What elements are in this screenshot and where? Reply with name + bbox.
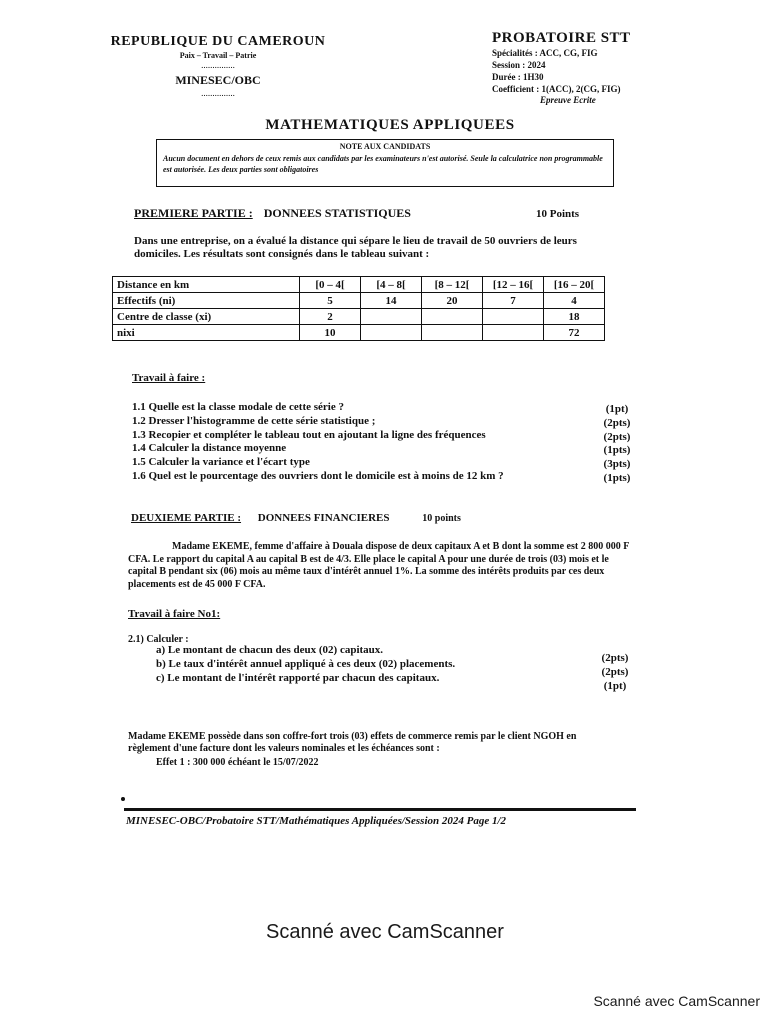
part2-heading — [131, 512, 461, 524]
country-name: REPUBLIQUE DU CAMEROUN — [110, 34, 326, 49]
header-right — [492, 30, 692, 105]
part2-calc-label: 2.1) Calculer : — [128, 634, 189, 645]
task-item: c) Le montant de l'intérêt rapporté par chacun des capitaux. — [156, 671, 440, 684]
part2-label: DEUXIEME PARTIE : — [131, 512, 242, 524]
session: Session : 2024 — [492, 60, 546, 70]
separator-dots: ............... — [201, 88, 235, 98]
page-footer: MINESEC-OBC/Probatoire STT/Mathématiques Appliquées/Session 2024 Page 1/2 — [126, 815, 507, 827]
notice-body: Aucun document en dehors de ceux remis aux candidats par les examinateurs n'est autorisé. Seule la calculatrice non programmable est autorisée. Les deux parties sont obligatoires — [163, 154, 603, 174]
task-points: (1pt) — [603, 679, 627, 692]
table-row-label: nixi — [113, 325, 300, 341]
statistics-table — [112, 276, 605, 341]
header-left — [100, 34, 336, 98]
task-item: 1.1 Quelle est la classe modale de cette série ? — [132, 401, 344, 413]
table-cell: 7 — [483, 293, 544, 309]
table-cell — [361, 325, 422, 341]
task-item: 1.4 Calculer la distance moyenne — [132, 442, 287, 455]
task-item: 1.5 Calculer la variance et l'écart type — [132, 456, 310, 469]
epreuve-type: Epreuve Ecrite — [540, 95, 596, 105]
part1-task-list — [132, 401, 602, 484]
footer-rule — [124, 808, 636, 811]
table-cell — [422, 309, 483, 325]
task-item: 1.2 Dresser l'histogramme de cette série statistique ; — [132, 414, 376, 427]
camscanner-watermark: Scanné avec CamScanner — [266, 921, 504, 943]
effet-1: Effet 1 : 300 000 échéant le 15/07/2022 — [156, 757, 319, 768]
part1-name: DONNEES STATISTIQUES — [263, 206, 411, 220]
table-cell: 5 — [300, 293, 361, 309]
part1-intro: Dans une entreprise, on a évalué la distance qui sépare le lieu de travail de 50 ouvriers de leurs domiciles. Les résultats sont consignés dans le tableau suivant : — [134, 235, 577, 260]
part1-points: 10 Points — [536, 208, 580, 220]
coefficient: Coefficient : 1(ACC), 2(CG, FIG) — [492, 84, 621, 94]
duree: Durée : 1H30 — [492, 72, 544, 82]
task-item: b) Le taux d'intérêt annuel appliqué à ces deux (02) placements. — [156, 657, 456, 670]
table-cell — [483, 309, 544, 325]
table-row — [113, 277, 605, 293]
table-row — [113, 309, 605, 325]
table-cell: 4 — [544, 293, 605, 309]
task-points: (1pts) — [603, 444, 631, 457]
part2-points: 10 points — [422, 513, 461, 524]
page-title: MATHEMATIQUES APPLIQUEES — [265, 117, 515, 133]
notice-box — [156, 139, 614, 187]
exam-name: PROBATOIRE STT — [492, 30, 631, 46]
part2-points-list — [590, 652, 640, 693]
table-row-label: Centre de classe (xi) — [113, 309, 300, 325]
separator-dots: ............... — [201, 60, 235, 70]
table-cell: [12 – 16[ — [483, 277, 544, 293]
part1-tasks-label: Travail à faire : — [132, 372, 206, 384]
ink-dot — [121, 797, 125, 801]
task-item: 1.6 Quel est le pourcentage des ouvriers dont le domicile est à moins de 12 km ? — [132, 469, 504, 482]
table-cell — [422, 325, 483, 341]
task-points: (2pts) — [601, 665, 629, 678]
table-cell: [8 – 12[ — [422, 277, 483, 293]
task-points: (2pts) — [603, 430, 631, 443]
national-motto: Paix – Travail – Patrie — [179, 51, 257, 60]
table-cell: 20 — [422, 293, 483, 309]
notice-title: NOTE AUX CANDIDATS — [339, 142, 431, 151]
specialites: Spécialités : ACC, CG, FIG — [492, 48, 598, 58]
table-cell: [16 – 20[ — [544, 277, 605, 293]
camscanner-caption: Scanné avec CamScanner — [593, 993, 760, 1009]
table-cell: 10 — [300, 325, 361, 341]
part2-tasks-label: Travail à faire No1: — [128, 608, 221, 620]
task-points: (1pt) — [605, 403, 629, 415]
part2-name: DONNEES FINANCIERES — [257, 512, 390, 524]
task-item: a) Le montant de chacun des deux (02) capitaux. — [156, 644, 384, 656]
table-row-label: Distance en km — [113, 277, 300, 293]
table-cell: 2 — [300, 309, 361, 325]
part1-points-list — [592, 403, 642, 486]
part2-intro2: Madame EKEME possède dans son coffre-fort trois (03) effets de commerce remis par le client NGOH en règlement d'une facture dont les valeurs nominales et les échéances sont : — [128, 731, 577, 754]
task-points: (1pts) — [603, 471, 631, 484]
task-points: (2pts) — [601, 652, 629, 664]
table-cell: [4 – 8[ — [361, 277, 422, 293]
table-row — [113, 325, 605, 341]
task-points: (2pts) — [603, 416, 631, 429]
part2-task-list — [156, 644, 576, 685]
table-row-label: Effectifs (ni) — [113, 293, 300, 309]
table-row — [113, 293, 605, 309]
table-cell: 14 — [361, 293, 422, 309]
task-points: (3pts) — [603, 458, 631, 471]
table-cell — [483, 325, 544, 341]
part1-heading — [134, 206, 411, 221]
table-cell: [0 – 4[ — [300, 277, 361, 293]
task-item: 1.3 Recopier et compléter le tableau tout en ajoutant la ligne des fréquences — [132, 428, 486, 441]
part2-intro: Madame EKEME, femme d'affaire à Douala dispose de deux capitaux A et B dont la somme est 2 800 000 F CFA. Le rapport du capital A au capital B est de 4/3. Elle place le capital A pour une durée de trois (03) mois et le capital B pendant six (06) mois au même taux d'intérêt annuel 1%. La somme des intérêts produits par ces deux placements est de 45 000 F CFA. — [128, 541, 629, 590]
table-cell: 18 — [544, 309, 605, 325]
table-cell: 72 — [544, 325, 605, 341]
table-cell — [361, 309, 422, 325]
ministry-name: MINESEC/OBC — [175, 73, 261, 87]
part1-label: PREMIERE PARTIE : — [134, 206, 253, 220]
